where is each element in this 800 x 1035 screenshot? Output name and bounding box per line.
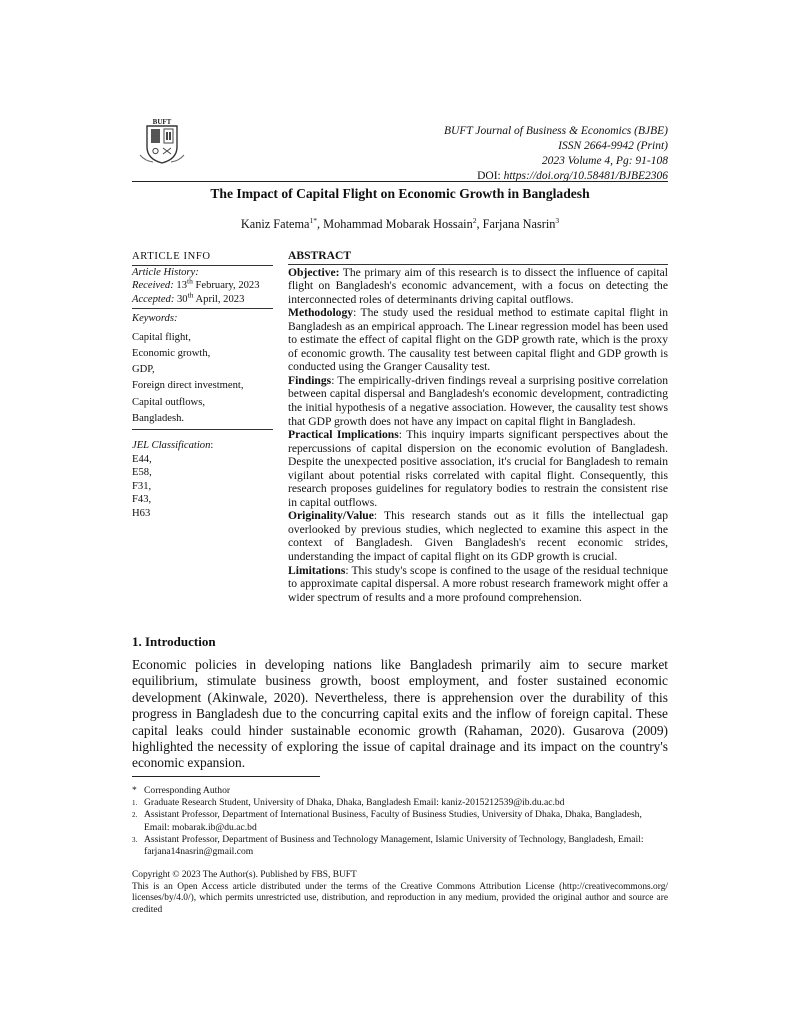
journal-name: BUFT Journal of Business & Economics (BJBE): [443, 125, 668, 137]
keyword-list: [132, 330, 273, 431]
keyword: GDP,: [132, 364, 155, 376]
jel-code: H63: [132, 507, 151, 519]
abstract: [288, 249, 668, 604]
author-name: Farjana Nasrin: [482, 217, 556, 231]
jel-code: E44,: [132, 453, 152, 465]
buft-logo: [137, 117, 187, 165]
journal-issn: ISSN 2664-9942 (Print): [558, 140, 668, 152]
article-info-header: ARTICLE INFO: [132, 250, 273, 266]
journal-info: [348, 124, 668, 184]
footnote: [132, 834, 668, 858]
methodology-label: Methodology: [288, 306, 354, 320]
footnote-mark: 1.: [132, 799, 138, 808]
footnote-text: Assistant Professor, Department of International Business, Faculty of Business Studies, University of Dhaka, Dhaka, Bangladesh, Email: mobarak.ib@du.ac.bd: [144, 809, 642, 833]
author-name: Mohammad Mobarak Hossain: [323, 217, 473, 231]
journal-volume: 2023 Volume 4, Pg: 91-108: [541, 155, 668, 167]
footnote-mark: *: [132, 785, 137, 796]
author-mark: 3: [555, 215, 560, 225]
accepted-date: [132, 289, 273, 310]
author-list: [132, 217, 668, 232]
jel-code: F31,: [132, 480, 152, 492]
author-mark: 1*: [309, 215, 317, 225]
author-name: Kaniz Fatema: [240, 217, 310, 231]
copyright-line: Copyright © 2023 The Author(s). Published by FBS, BUFT: [132, 870, 357, 880]
introduction-heading: 1. Introduction: [132, 634, 216, 649]
footnote-text: Assistant Professor, Department of Business and Technology Management, Islamic University of Technology, Bangladesh, Email: farjana14nasrin@gmail.com: [144, 833, 644, 858]
footnote-divider: [132, 776, 320, 777]
abstract-limitations: [288, 564, 668, 605]
accepted-day: 30: [174, 293, 188, 305]
history-label: Article History:: [132, 266, 199, 278]
author-mark: 2: [472, 215, 477, 225]
accepted-label: Accepted:: [132, 293, 175, 305]
jel-code: F43,: [132, 494, 152, 506]
jel-label: [132, 439, 273, 453]
copyright-notice: [132, 870, 668, 916]
author-separator: ,: [317, 217, 324, 231]
received-sup: th: [187, 276, 193, 286]
footnote: [132, 785, 668, 797]
keyword: Foreign direct investment,: [132, 380, 244, 392]
jel-colon: :: [210, 440, 214, 452]
footnote: [132, 797, 668, 809]
accepted-sup: th: [187, 289, 194, 299]
paper-title: The Impact of Capital Flight on Economic Growth in Bangladesh: [210, 186, 590, 201]
logo-text: BUFT: [152, 118, 172, 126]
header-divider: [132, 181, 668, 182]
limitations-text: : This study's scope is confined to the usage of the residual technique to approximate capital dispersal. A more robust research framework might offer a wider spectrum of results and a more profound comprehension.: [288, 563, 668, 604]
received-date: [132, 276, 273, 293]
accepted-rest: April, 2023: [193, 293, 245, 305]
implications-text: : This inquiry imparts significant perspectives about the repercussions of capital dispersion on the economic evolution of Bangladesh. Despite the unexpected positive association, it's crucial for Bangladesh to remain vigilant about potential risks correlated with capital flight. Consequently, this research proposes guidelines for regulatory bodies to restrain the consistent rise in capital outflows.: [288, 428, 668, 509]
footnote-mark: 2.: [132, 811, 138, 820]
doi-label: DOI:: [477, 170, 504, 182]
doi-link[interactable]: https://doi.org/10.58481/BJBE2306: [503, 170, 668, 182]
footnote-text: Corresponding Author: [144, 785, 231, 796]
author-separator: ,: [476, 217, 483, 231]
abstract-methodology: [288, 306, 668, 374]
abstract-header: ABSTRACT: [288, 249, 668, 265]
objective-text: The primary aim of this research is to dissect the influence of capital flight on Bangladesh's economic advancement, with a focus on detecting the interconnected roles of determinants driving capital outflows.: [288, 265, 668, 306]
keyword: Bangladesh.: [132, 412, 185, 424]
received-day: 13: [173, 280, 187, 291]
received-rest: February, 2023: [192, 280, 260, 291]
footnote: [132, 809, 668, 833]
keywords-label: Keywords:: [132, 313, 178, 324]
license-text: This is an Open Access article distributed under the terms of the Creative Commons Attribution License (http://creativecommons.org/ licenses/by/4.0/), which permits unrestricted use, distribution, and reproduction in any medium, provided the original author and source are credited: [132, 881, 668, 915]
jel-code: E58,: [132, 467, 152, 479]
limitations-label: Limitations: [288, 563, 346, 577]
footnote-text: Graduate Research Student, University of Dhaka, Dhaka, Bangladesh Email: kaniz-2015212539@ib.du.ac.bd: [144, 797, 565, 809]
implications-label: Practical Implications: [288, 428, 399, 442]
originality-label: Originality/Value: [288, 509, 374, 523]
keyword: Capital outflows,: [132, 396, 205, 408]
received-label: Received:: [132, 280, 174, 291]
objective-label: Objective:: [288, 265, 340, 279]
findings-text: : The empirically-driven findings reveal a surprising positive correlation between capital dispersal and Bangladesh's economic development, contradicting the initial hypothesis of a negative association. However, the causality test shows that GDP growth does not have any impact on capital flight in Bangladesh.: [288, 373, 668, 428]
methodology-text: : The study used the residual method to estimate capital flight in Bangladesh as an empirical approach. The Linear regression model has been used to estimate the effect of capital flight on the GDP growth rate, which is the proxy of economic growth. The causality test between capital flight and GDP growth is conducted using the Granger Causality test.: [288, 306, 668, 374]
footnote-mark: 3.: [132, 835, 138, 844]
keyword: Capital flight,: [132, 331, 191, 343]
footnotes: [132, 785, 668, 858]
article-info: [132, 250, 273, 520]
keyword: Economic growth,: [132, 347, 211, 359]
abstract-implications: [288, 428, 668, 509]
introduction-text: Economic policies in developing nations like Bangladesh primarily aim to secure market equilibrium, stimulate business growth, boost employment, and foster sustained economic development (Akinwale, 2020). Nevertheless, there is apprehension over the durability of this progress in Bangladesh due to the concurring capital exits and the inflow of foreign capital. These capital leaks could hinder sustainable economic growth (Rahaman, 2020). Gusarova (2009) highlighted the necessity of exploring the issue of capital drainage and its impact on the country's economic expansion.: [132, 657, 668, 771]
abstract-findings: [288, 374, 668, 428]
findings-label: Findings: [288, 373, 332, 387]
abstract-originality: [288, 509, 668, 563]
jel-label-text: JEL Classification: [132, 440, 211, 452]
originality-text: : This research stands out as it fills the intellectual gap overlooked by previous studies, which neglected to examine this aspect in the context of Bangladesh. Given Bangladesh's recent economic strides, understanding the impact of capital flight on its GDP growth is crucial.: [288, 509, 668, 564]
abstract-objective: [288, 266, 668, 307]
